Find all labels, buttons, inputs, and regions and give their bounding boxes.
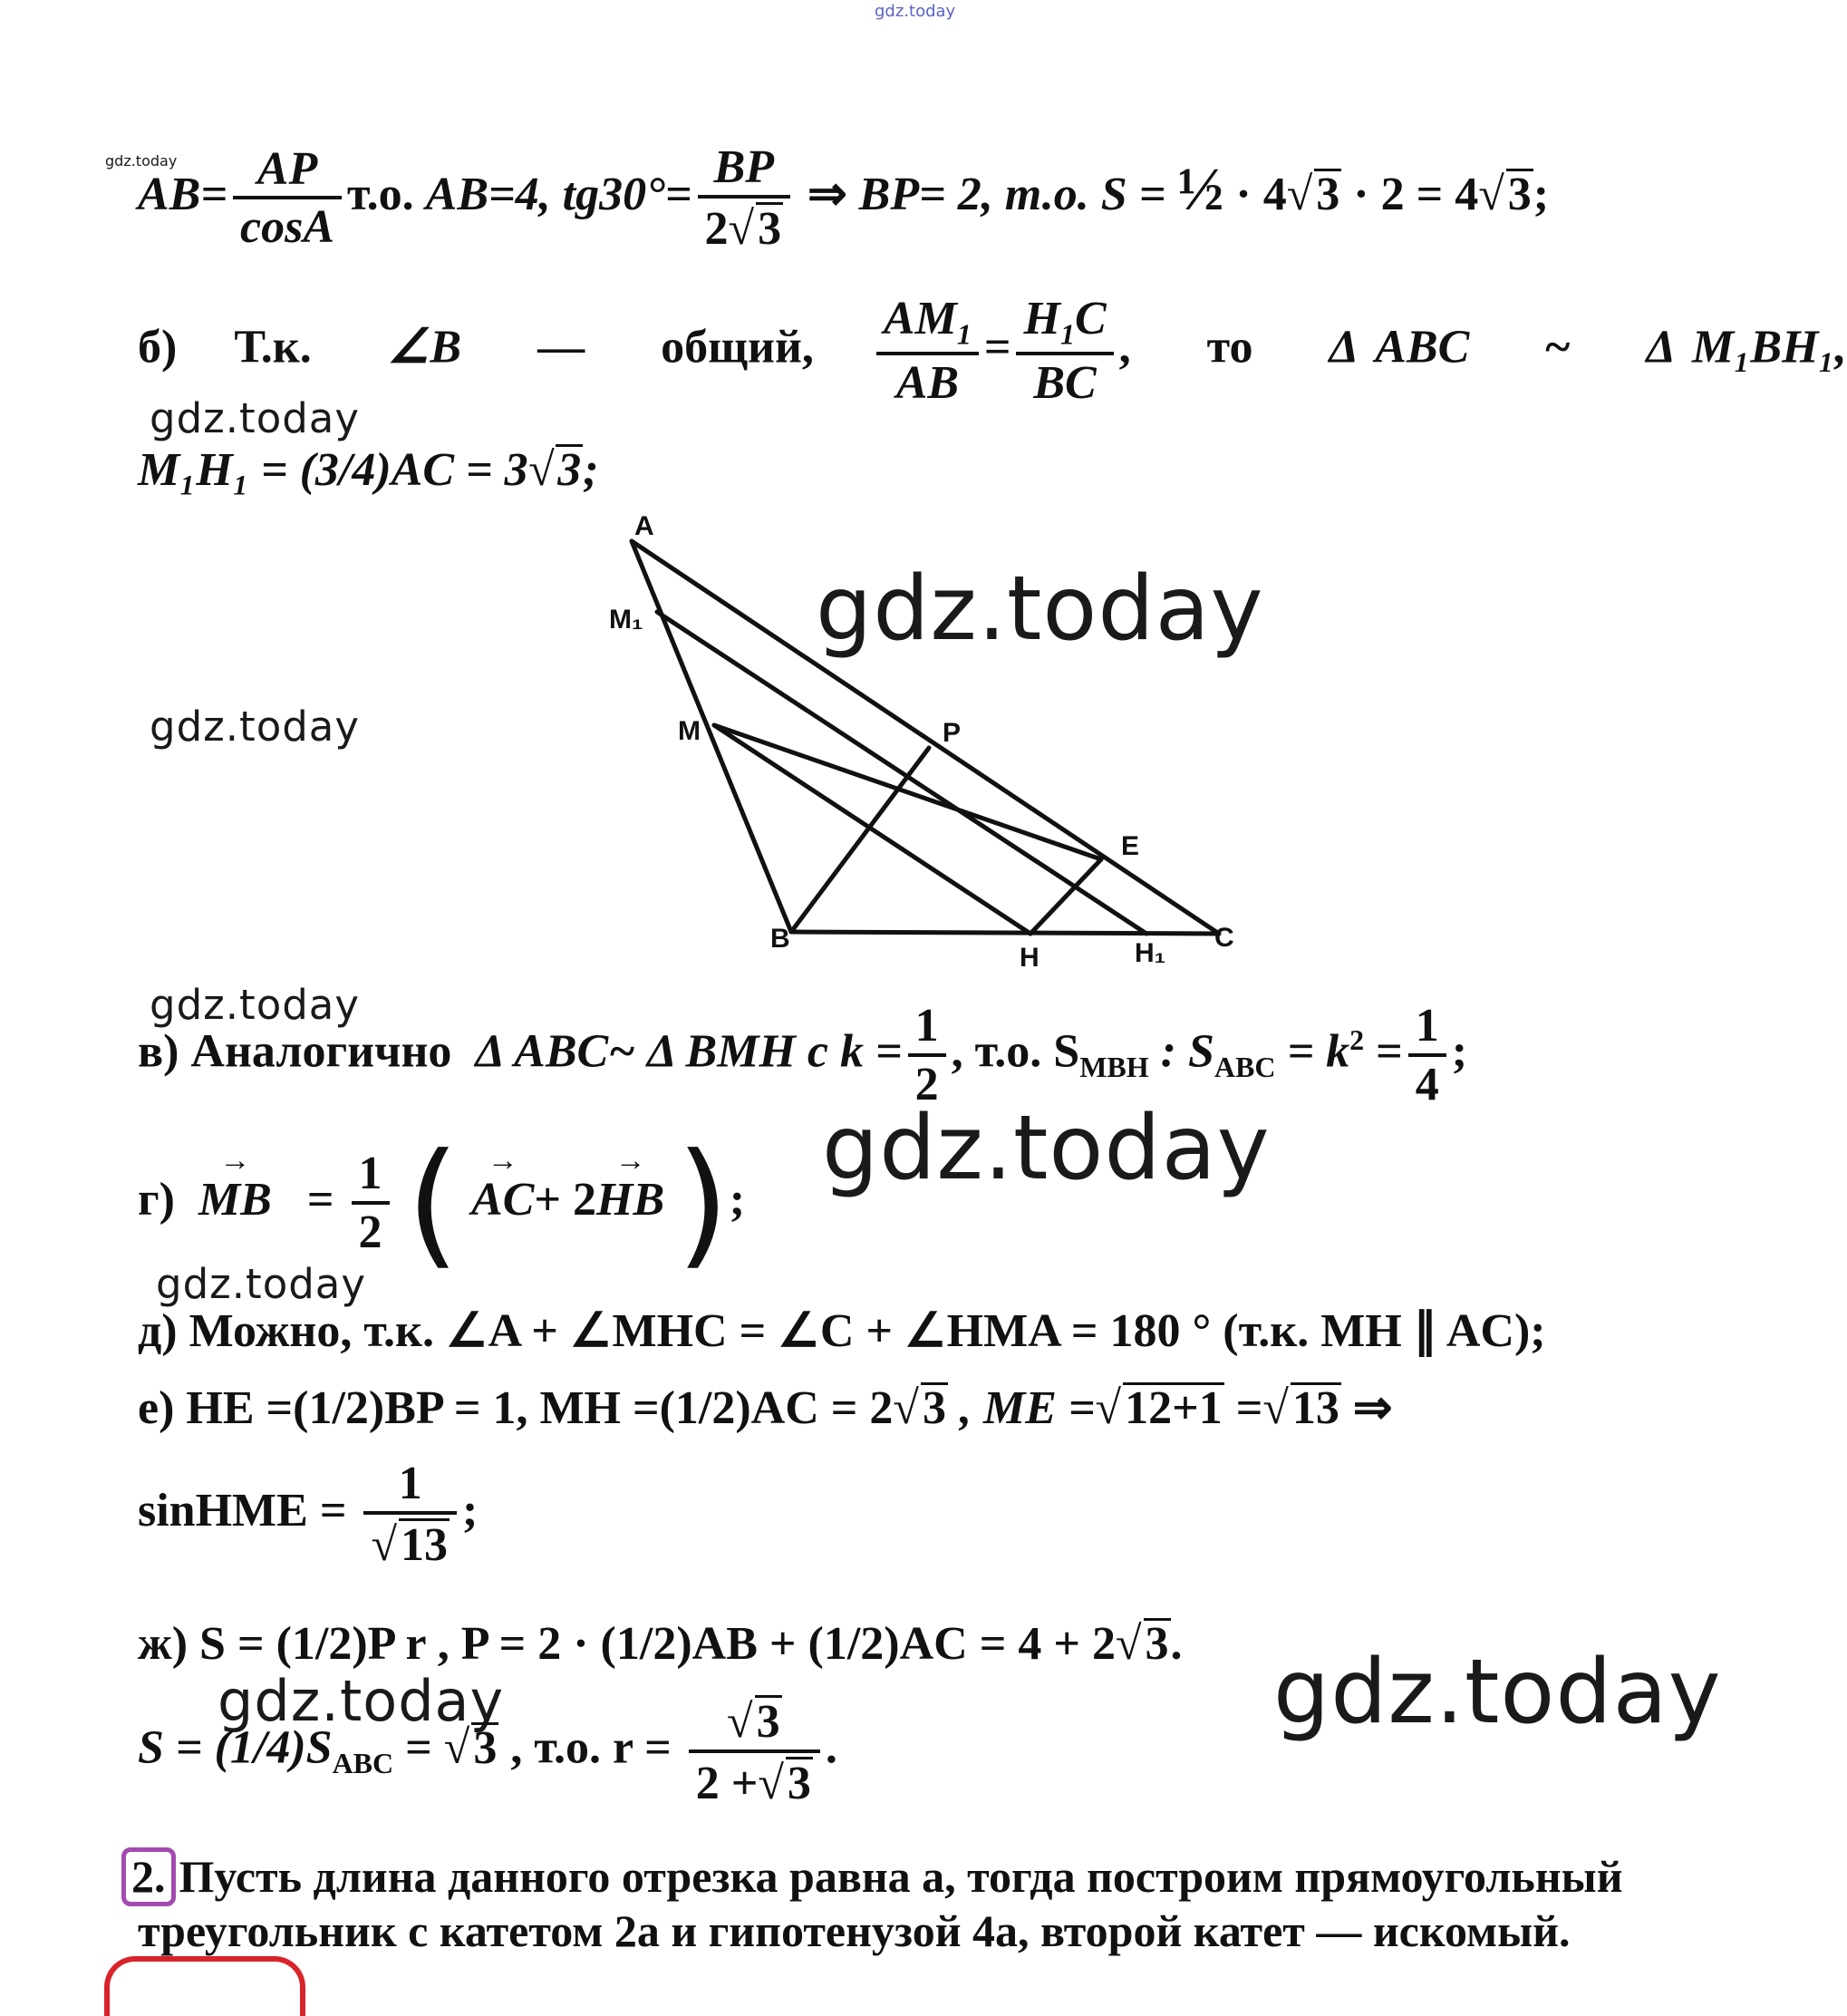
- text: : S: [1148, 1025, 1214, 1078]
- text: sinHME =: [138, 1485, 347, 1537]
- text: =: [1235, 1382, 1263, 1434]
- task-number-badge: 2.: [121, 1847, 176, 1906]
- label-b: B: [770, 924, 790, 954]
- implies-arrow: ⇒: [807, 169, 847, 221]
- sqrt-value: 3: [473, 1721, 498, 1774]
- label-h: H: [1020, 943, 1040, 973]
- fraction-numerator: 1: [1408, 1002, 1446, 1057]
- watermark-tiny: gdz.today: [105, 152, 178, 170]
- text: общий,: [661, 321, 814, 373]
- text: в) Аналогично: [138, 1025, 452, 1078]
- watermark: gdz.today: [218, 1668, 505, 1734]
- text: =: [306, 1173, 334, 1226]
- label-m1: M₁: [609, 605, 643, 635]
- text: Δ M₁BH₁,: [1646, 321, 1847, 373]
- text: б): [138, 321, 178, 373]
- text: 2 +: [695, 1757, 759, 1809]
- sqrt-value: 3: [756, 1696, 780, 1748]
- formula-line-3: M₁H₁ = (3/4)AC = 3√3;: [138, 444, 599, 496]
- fraction-denominator: cosA: [240, 201, 334, 254]
- segment-me: [714, 725, 1101, 859]
- label-p: P: [943, 718, 962, 748]
- label-m: M: [678, 716, 701, 746]
- right-paren: ): [676, 1125, 730, 1283]
- sqrt-value: 3: [1316, 169, 1340, 221]
- text: т.о.: [347, 169, 414, 221]
- text: ;: [1533, 169, 1550, 221]
- label-a: A: [634, 511, 654, 541]
- label-e: E: [1121, 831, 1140, 861]
- text: ;: [729, 1173, 746, 1226]
- text: BP= 2, т.о. S =: [858, 169, 1166, 221]
- formula-line-7: е) HE =(1/2)BP = 1, MH =(1/2)AC = 2√3 , ME =√12+1 =√13 ⇒: [138, 1382, 1393, 1434]
- fraction-denominator: 4: [1415, 1058, 1439, 1110]
- text: + 2: [534, 1173, 597, 1226]
- formula-line-8: sinHME = $\frac{1}{√13}$ ;: [138, 1458, 479, 1571]
- text: д) Можно, т.к. ∠A + ∠MHC = ∠C + ∠HMA = 180 ° (т.к. MH ∥ AC);: [138, 1305, 1546, 1357]
- segment-ac: [632, 541, 1219, 934]
- sqrt-value: 3: [922, 1382, 946, 1434]
- text: , ME =: [959, 1382, 1096, 1434]
- text: —: [537, 321, 585, 373]
- text: е) HE =(1/2)BP = 1, MH =(1/2)AC = 2: [138, 1382, 894, 1434]
- text: · 4: [1235, 169, 1287, 221]
- text: =: [983, 321, 1011, 373]
- segment-mh: [714, 725, 1030, 934]
- text: ;: [1451, 1025, 1468, 1078]
- text: Δ ABC: [1329, 321, 1470, 373]
- fraction-denominator: AB: [895, 356, 960, 409]
- segment-bc: [791, 932, 1219, 934]
- fraction-denominator: BC: [1033, 356, 1097, 409]
- watermark-top: gdz.today: [875, 2, 956, 21]
- text: , т.о. S: [951, 1025, 1080, 1078]
- fraction-numerator: 1: [363, 1459, 457, 1515]
- task-text: треугольник с катетом 2a и гипотенузой 4a, второй катет — искомый.: [138, 1905, 1571, 1956]
- vector-mb: → MB: [198, 1177, 272, 1224]
- task-text: Пусть длина данного отрезка равна a, тогда построим прямоугольный: [179, 1851, 1623, 1902]
- fraction-numerator: 1: [352, 1149, 390, 1205]
- formula-line-4: [138, 1002, 1467, 1110]
- subscript: MBH: [1079, 1050, 1149, 1083]
- left-paren: (: [406, 1125, 460, 1283]
- text: ;: [583, 444, 599, 496]
- task-2-line-2: [138, 1905, 1571, 1956]
- watermark: gdz.today: [1273, 1641, 1722, 1744]
- text: S = (1/4)S: [138, 1721, 333, 1774]
- fraction-denominator: 2: [914, 1058, 939, 1110]
- vector-ac: → AC: [471, 1177, 534, 1224]
- sqrt-value: 3: [1507, 169, 1532, 221]
- text: =: [1364, 1025, 1403, 1078]
- text: ж) S = (1/2)P r , P = 2 · (1/2)AB + (1/2)AC = 4 + 2: [138, 1618, 1116, 1670]
- implies-arrow: ⇒: [1352, 1382, 1393, 1434]
- text: AB=: [138, 169, 227, 221]
- segment-ab: [632, 541, 791, 932]
- subscript: 1: [1059, 317, 1075, 351]
- watermark: gdz.today: [150, 394, 361, 442]
- text: г): [138, 1173, 175, 1226]
- sqrt-value: 3: [557, 444, 582, 496]
- sqrt-value: 3: [1145, 1618, 1169, 1670]
- fraction-numerator: 1: [908, 1002, 946, 1057]
- vector-hb: → HB: [596, 1177, 664, 1224]
- text: ,: [1118, 321, 1131, 373]
- text: ½: [1177, 154, 1224, 224]
- text: .: [825, 1721, 837, 1774]
- watermark: gdz.today: [816, 557, 1264, 661]
- formula-line-10: $S = (1/4)S_{ABC} = √3$ , т.о. r = $\frac{√3}{2 +√3}$ .: [138, 1696, 837, 1809]
- text: то: [1206, 321, 1253, 373]
- watermark: gdz.today: [156, 1260, 367, 1308]
- fraction-denominator: 2: [358, 1207, 382, 1258]
- formula-line-6: [138, 1305, 1546, 1357]
- subscript: ABC: [332, 1746, 394, 1779]
- text: 2: [704, 202, 729, 255]
- text: ;: [462, 1485, 479, 1537]
- text: Δ ABC~ Δ BMH с k =: [475, 1025, 903, 1078]
- superscript: 2: [1349, 1023, 1365, 1057]
- watermark: gdz.today: [150, 703, 361, 751]
- segment-m1h1: [657, 612, 1146, 934]
- sqrt-value: 13: [401, 1518, 448, 1571]
- text: , т.о. r =: [510, 1721, 672, 1774]
- sqrt-value: 13: [1291, 1382, 1339, 1434]
- sqrt-value: 3: [758, 202, 782, 255]
- watermark: gdz.today: [150, 981, 361, 1029]
- label-c: C: [1214, 923, 1234, 953]
- text: AM: [883, 293, 957, 344]
- text: AB=4, tg30°=: [425, 169, 692, 221]
- formula-line-5: [138, 1125, 746, 1283]
- sqrt-value: 3: [787, 1757, 811, 1809]
- text: · 2 = 4: [1353, 169, 1479, 221]
- sqrt-value: 12+1: [1125, 1382, 1223, 1434]
- text: C: [1074, 293, 1107, 344]
- subscript: 1: [956, 317, 972, 351]
- subscript: ABC: [1214, 1050, 1276, 1083]
- text: Т.к.: [234, 321, 312, 373]
- formula-line-9: ж) S = (1/2)P r , P = 2 · (1/2)AB + (1/2)AC = 4 + 2√3.: [138, 1618, 1183, 1670]
- formula-line-1: AB= $\frac{AP}{\cos A}$ т.о. AB=4, tg30°= $\frac{BP}{2√3}$ ⇒ BP= 2, т.о. S = ½ · 4√3 · 2 = 4√3;: [138, 141, 1550, 255]
- text: ~: [1545, 321, 1571, 373]
- task-2-line-1: [121, 1847, 1623, 1906]
- label-h1: H₁: [1135, 938, 1166, 968]
- text: M₁H₁ = (3/4)AC = 3: [138, 444, 528, 496]
- fraction-numerator: BP: [698, 143, 791, 199]
- fraction-numerator: AP: [233, 145, 342, 200]
- text: =: [393, 1721, 432, 1774]
- text: = k: [1275, 1025, 1350, 1078]
- text: ∠B: [387, 321, 462, 373]
- watermark: gdz.today: [822, 1097, 1271, 1200]
- next-task-badge-fragment: [104, 1956, 305, 2016]
- text: H: [1023, 293, 1060, 344]
- text: .: [1170, 1618, 1183, 1670]
